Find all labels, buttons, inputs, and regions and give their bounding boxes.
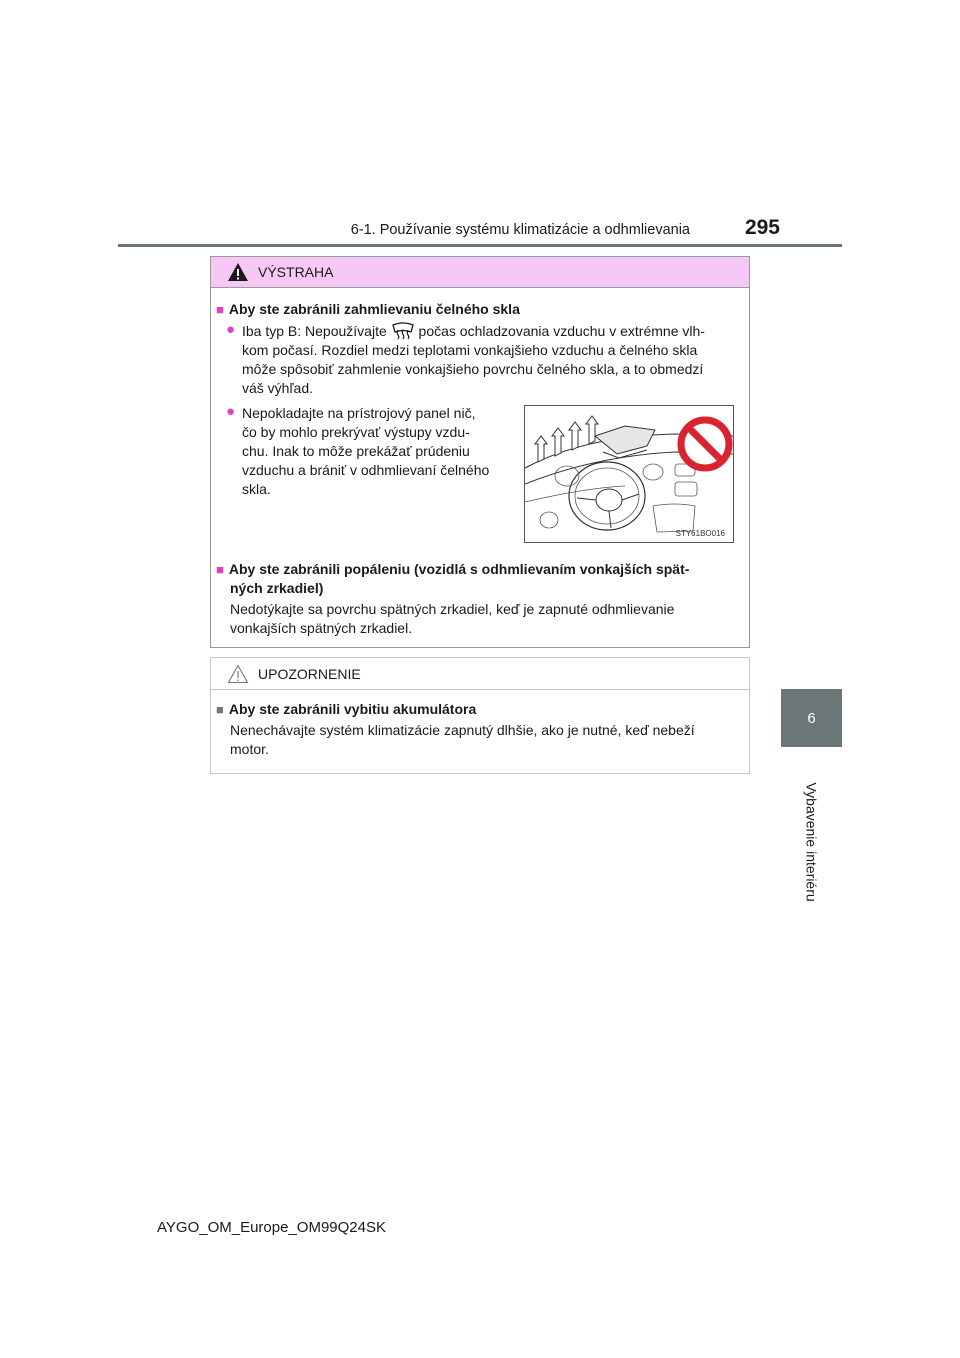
- caution-section-heading: ■ Aby ste zabránili vybitiu akumulátora: [216, 701, 477, 717]
- warning-section2-heading-line2: ných zrkadiel): [230, 580, 324, 596]
- dashboard-illustration: [524, 405, 734, 543]
- chapter-title: Vybavenie interiéru: [804, 782, 821, 902]
- chapter-number: 6: [807, 709, 816, 727]
- warning-triangle-icon: [227, 262, 249, 282]
- bullet1-line2: kom počasí. Rozdiel medzi teplotami vonkajšieho vzduchu a čelného skla: [242, 342, 698, 358]
- warning-section2-body-line2: vonkajších spätných zrkadiel.: [230, 620, 413, 636]
- page-number: 295: [744, 216, 780, 239]
- illustration-code: STY61BO016: [675, 529, 725, 538]
- bullet2-line1: Nepokladajte na prístrojový panel nič,: [242, 405, 476, 421]
- windshield-defogger-icon: [391, 322, 415, 340]
- bullet-dot-icon: ●: [226, 403, 236, 420]
- bullet1-line3: môže spôsobiť zahmlenie vonkajšieho povrchu čelného skla, a to obmedzí: [242, 361, 704, 377]
- bullet-dot-icon: ●: [226, 321, 236, 338]
- warning-label: VÝSTRAHA: [258, 264, 334, 280]
- caution-header: [211, 658, 749, 690]
- bullet2-line3: chu. Inak to môže prekážať prúdeniu: [242, 443, 470, 459]
- bullet2-line2: čo by mohlo prekrývať výstupy vzdu-: [242, 424, 470, 440]
- caution-label: UPOZORNENIE: [258, 665, 361, 682]
- section-title: 6-1. Používanie systému klimatizácie a odhmlievania: [350, 222, 690, 238]
- bullet1-line4: váš výhľad.: [242, 380, 314, 396]
- bullet2-line4: vzduchu a brániť v odhmlievaní čelného: [242, 462, 490, 478]
- square-bullet-icon: ■: [216, 562, 224, 577]
- square-bullet-icon: ■: [216, 702, 224, 717]
- square-bullet-icon: ■: [216, 302, 224, 317]
- chapter-tab[interactable]: [781, 689, 842, 747]
- dashboard-drawing: [525, 406, 733, 542]
- warning-section1-heading: ■ Aby ste zabránili zahmlievaniu čelného skla: [216, 301, 520, 317]
- caution-body-line1: Nenechávajte systém klimatizácie zapnutý dlhšie, ako je nutné, keď nebeží: [230, 722, 695, 738]
- warning-header: [211, 257, 749, 288]
- bullet2-line5: skla.: [242, 481, 271, 497]
- warning-section2-body-line1: Nedotýkajte sa povrchu spätných zrkadiel, keď je zapnuté odhmlievanie: [230, 601, 675, 617]
- warning-section2-heading-line1: ■ Aby ste zabránili popáleniu (vozidlá s odhmlievaním vonkajších spät-: [216, 561, 690, 577]
- caution-triangle-icon: [227, 664, 249, 684]
- caution-body-line2: motor.: [230, 741, 269, 757]
- header-rule: [118, 244, 842, 247]
- document-id: AYGO_OM_Europe_OM99Q24SK: [157, 1219, 386, 1236]
- bullet1-line1: Iba typ B: Nepoužívajte počas ochladzovania vzduchu v extrémne vlh-: [242, 323, 705, 339]
